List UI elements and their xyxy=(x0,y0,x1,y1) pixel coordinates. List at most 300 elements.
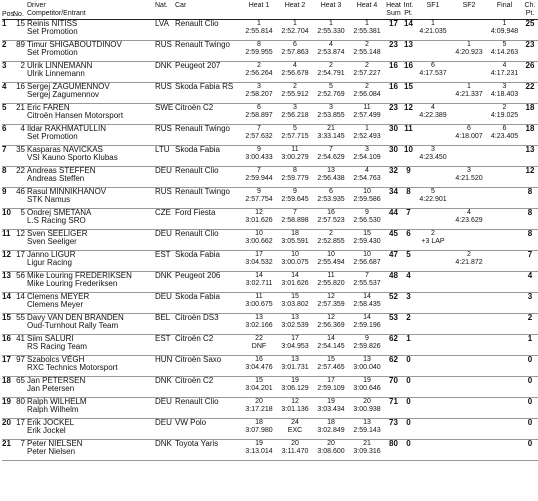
cell-sf1 xyxy=(415,188,451,209)
cell-driver xyxy=(27,209,155,230)
h2-time: 2:59.645 xyxy=(281,196,309,204)
h3-position: 10 xyxy=(327,251,335,258)
cell-ch-pt: 0 xyxy=(522,356,538,377)
h3-position: 7 xyxy=(329,146,333,153)
cell-car: Renault Twingo xyxy=(175,125,241,146)
cell-no: 41 xyxy=(13,335,27,356)
cell-h1 xyxy=(241,440,277,461)
table-row xyxy=(2,293,538,314)
cell-pos: 9 xyxy=(2,188,13,209)
cell-h3 xyxy=(313,314,349,335)
h2-time: 3:11.470 xyxy=(281,448,309,456)
cell-heat-sum: 70 xyxy=(385,377,402,398)
cell-heat-sum: 47 xyxy=(385,251,402,272)
cell-heat-sum: 23 xyxy=(385,104,402,125)
cell-h4 xyxy=(349,20,385,41)
driver-name: Erik JOCKEL xyxy=(27,418,75,427)
cell-pos: 10 xyxy=(2,209,13,230)
header-ch-pt-label: Ch. Pt. xyxy=(524,2,536,18)
cell-h3 xyxy=(313,356,349,377)
table-row xyxy=(2,125,538,146)
cell-h3 xyxy=(313,146,349,167)
table-row xyxy=(2,419,538,440)
cell-car: Citroën C2 xyxy=(175,335,241,356)
sf1-position: 3 xyxy=(431,146,435,153)
cell-h4 xyxy=(349,188,385,209)
final-position: 1 xyxy=(502,20,507,27)
cell-sf1 xyxy=(415,230,451,251)
header-nat: Nat. xyxy=(155,2,175,20)
cell-h4 xyxy=(349,125,385,146)
cell-final xyxy=(487,104,522,125)
cell-no: 16 xyxy=(13,83,27,104)
final-position: 6 xyxy=(502,125,507,132)
cell-sf1 xyxy=(415,335,451,356)
entrant-name: Ulrik Linnemann xyxy=(27,69,85,79)
h4-time: 2:55.148 xyxy=(353,49,381,57)
cell-h4 xyxy=(349,440,385,461)
cell-heat-sum: 52 xyxy=(385,293,402,314)
entrant-name: Set Promotion xyxy=(27,132,78,142)
cell-sf1 xyxy=(415,356,451,377)
final-time: 4:17.231 xyxy=(490,70,519,78)
entrant-name: L.S Racing SRO xyxy=(27,216,86,226)
h4-position: 2 xyxy=(365,83,369,90)
cell-int-pt: 3 xyxy=(402,293,415,314)
sf1-time: 4:22.901 xyxy=(419,196,447,204)
sf2-position: 3 xyxy=(467,167,471,174)
cell-h1 xyxy=(241,167,277,188)
cell-h3 xyxy=(313,62,349,83)
h1-time: 3:02.711 xyxy=(245,280,273,288)
h1-time: 2:57.754 xyxy=(245,196,273,204)
sf2-time: 4:21.337 xyxy=(455,91,483,99)
table-row xyxy=(2,167,538,188)
h3-time: 2:53.874 xyxy=(317,49,345,57)
cell-h4 xyxy=(349,335,385,356)
sf1-position: 1 xyxy=(431,20,435,27)
cell-ch-pt: 18 xyxy=(522,125,538,146)
cell-heat-sum: 34 xyxy=(385,188,402,209)
cell-sf2 xyxy=(451,377,487,398)
final-time: 4:18.403 xyxy=(490,91,519,99)
cell-sf1 xyxy=(415,272,451,293)
cell-h4 xyxy=(349,230,385,251)
h3-time: 2:54.791 xyxy=(317,70,345,78)
cell-final xyxy=(487,272,522,293)
entrant-name: Peter Nielsen xyxy=(27,447,76,457)
cell-driver xyxy=(27,398,155,419)
driver-name: Davy VAN DEN BRANDEN xyxy=(27,313,124,322)
cell-heat-sum: 71 xyxy=(385,398,402,419)
header-heat1: Heat 1 xyxy=(241,2,277,20)
h3-position: 6 xyxy=(329,188,333,195)
header-heat4: Heat 4 xyxy=(349,2,385,20)
h1-time: 3:04.476 xyxy=(245,364,273,372)
cell-h3 xyxy=(313,293,349,314)
cell-h1 xyxy=(241,335,277,356)
sf2-position: 4 xyxy=(467,209,471,216)
cell-h1 xyxy=(241,104,277,125)
cell-nat: DEU xyxy=(155,293,175,314)
cell-sf1 xyxy=(415,314,451,335)
h3-position: 5 xyxy=(329,83,333,90)
cell-no: 4 xyxy=(13,125,27,146)
cell-sf1 xyxy=(415,377,451,398)
h4-time: 2:59.196 xyxy=(353,322,381,330)
cell-pos: 15 xyxy=(2,314,13,335)
cell-driver xyxy=(27,314,155,335)
cell-heat-sum: 73 xyxy=(385,419,402,440)
cell-final xyxy=(487,167,522,188)
cell-sf2 xyxy=(451,146,487,167)
cell-sf2 xyxy=(451,419,487,440)
h2-position: 18 xyxy=(291,230,299,237)
cell-car: Renault Clio xyxy=(175,167,241,188)
cell-driver xyxy=(27,419,155,440)
table-row xyxy=(2,62,538,83)
cell-ch-pt: 1 xyxy=(522,335,538,356)
cell-int-pt: 16 xyxy=(402,62,415,83)
h1-position: 13 xyxy=(255,314,263,321)
h4-position: 20 xyxy=(363,398,371,405)
table-row xyxy=(2,440,538,461)
cell-driver xyxy=(27,440,155,461)
cell-pos: 1 xyxy=(2,20,13,41)
cell-car: Skoda Fabia xyxy=(175,293,241,314)
cell-h2 xyxy=(277,83,313,104)
h1-position: 16 xyxy=(255,356,263,363)
cell-sf2 xyxy=(451,62,487,83)
cell-pos: 12 xyxy=(2,251,13,272)
cell-heat-sum: 44 xyxy=(385,209,402,230)
cell-h2 xyxy=(277,377,313,398)
h1-position: 17 xyxy=(255,251,263,258)
cell-sf1 xyxy=(415,41,451,62)
cell-h3 xyxy=(313,125,349,146)
cell-int-pt: 0 xyxy=(402,440,415,461)
h4-time: 3:00.646 xyxy=(353,385,381,393)
cell-pos: 17 xyxy=(2,356,13,377)
h2-position: 7 xyxy=(293,209,297,216)
cell-nat: RUS xyxy=(155,188,175,209)
driver-name: Eric FAREN xyxy=(27,103,70,112)
cell-h2 xyxy=(277,440,313,461)
cell-sf1 xyxy=(415,167,451,188)
h2-time: 3:05.591 xyxy=(281,238,309,246)
cell-h2 xyxy=(277,272,313,293)
entrant-name: Set Promotion xyxy=(27,27,78,37)
cell-driver xyxy=(27,356,155,377)
driver-name: Mike Louring FREDERIKSEN xyxy=(27,271,132,280)
h2-position: 1 xyxy=(293,20,297,27)
cell-h2 xyxy=(277,251,313,272)
table-row xyxy=(2,272,538,293)
cell-h2 xyxy=(277,230,313,251)
cell-sf1 xyxy=(415,83,451,104)
cell-h2 xyxy=(277,335,313,356)
cell-nat: RUS xyxy=(155,41,175,62)
h4-position: 4 xyxy=(365,167,369,174)
cell-h4 xyxy=(349,62,385,83)
cell-sf2 xyxy=(451,125,487,146)
driver-name: Reinis NITISS xyxy=(27,19,78,28)
cell-nat: CZE xyxy=(155,209,175,230)
cell-h4 xyxy=(349,293,385,314)
h4-position: 13 xyxy=(363,356,371,363)
cell-h2 xyxy=(277,20,313,41)
h2-time: 2:58.898 xyxy=(281,217,309,225)
cell-int-pt: 1 xyxy=(402,335,415,356)
table-row xyxy=(2,209,538,230)
final-time: 4:14.263 xyxy=(490,49,519,57)
driver-name: Szabolcs VÉGH xyxy=(27,355,85,364)
cell-sf1 xyxy=(415,440,451,461)
cell-h1 xyxy=(241,419,277,440)
cell-h4 xyxy=(349,314,385,335)
cell-int-pt: 9 xyxy=(402,167,415,188)
cell-h3 xyxy=(313,398,349,419)
cell-car: Skoda Fabia RS xyxy=(175,83,241,104)
cell-h1 xyxy=(241,377,277,398)
h1-position: 9 xyxy=(257,188,261,195)
h3-position: 11 xyxy=(327,272,335,279)
h3-position: 19 xyxy=(327,398,335,405)
cell-h3 xyxy=(313,188,349,209)
cell-pos: 13 xyxy=(2,272,13,293)
cell-heat-sum: 32 xyxy=(385,167,402,188)
cell-ch-pt: 8 xyxy=(522,188,538,209)
cell-pos: 4 xyxy=(2,83,13,104)
header-final: Final xyxy=(487,2,522,20)
cell-final xyxy=(487,209,522,230)
final-position: 2 xyxy=(502,104,507,111)
cell-ch-pt: 4 xyxy=(522,272,538,293)
cell-pos: 7 xyxy=(2,146,13,167)
cell-no: 80 xyxy=(13,398,27,419)
h1-position: 20 xyxy=(255,398,263,405)
cell-int-pt: 12 xyxy=(402,104,415,125)
cell-h1 xyxy=(241,230,277,251)
h2-position: 5 xyxy=(293,125,297,132)
cell-heat-sum: 48 xyxy=(385,272,402,293)
cell-heat-sum: 62 xyxy=(385,335,402,356)
cell-final xyxy=(487,230,522,251)
cell-h3 xyxy=(313,419,349,440)
h1-position: 10 xyxy=(255,230,263,237)
cell-sf2 xyxy=(451,104,487,125)
h2-time: 3:00.075 xyxy=(281,259,309,267)
header-heat-sum-label: Heat Sum xyxy=(386,2,401,18)
table-row xyxy=(2,251,538,272)
cell-car: Renault Twingo xyxy=(175,188,241,209)
h1-time: 3:01.626 xyxy=(245,217,273,225)
cell-h3 xyxy=(313,41,349,62)
cell-nat: SWE xyxy=(155,104,175,125)
cell-nat: EST xyxy=(155,251,175,272)
cell-heat-sum: 30 xyxy=(385,125,402,146)
h1-position: 8 xyxy=(257,41,261,48)
sf2-position: 1 xyxy=(467,83,471,90)
h3-time: 2:54.629 xyxy=(317,154,345,162)
cell-sf2 xyxy=(451,251,487,272)
cell-sf1 xyxy=(415,20,451,41)
cell-int-pt: 10 xyxy=(402,146,415,167)
header-sf2: SF2 xyxy=(451,2,487,20)
cell-int-pt: 8 xyxy=(402,188,415,209)
cell-h1 xyxy=(241,20,277,41)
cell-h1 xyxy=(241,41,277,62)
h1-time: 3:04.201 xyxy=(245,385,273,393)
cell-sf1 xyxy=(415,146,451,167)
cell-h2 xyxy=(277,62,313,83)
cell-int-pt: 4 xyxy=(402,272,415,293)
final-time: 4:23.405 xyxy=(490,133,519,141)
h4-time: 2:55.381 xyxy=(353,28,381,36)
cell-ch-pt: 3 xyxy=(522,293,538,314)
cell-pos: 8 xyxy=(2,167,13,188)
cell-no: 5 xyxy=(13,209,27,230)
cell-car: Skoda Fabia xyxy=(175,251,241,272)
cell-h4 xyxy=(349,167,385,188)
table-row xyxy=(2,104,538,125)
h1-position: 9 xyxy=(257,146,261,153)
cell-int-pt: 0 xyxy=(402,398,415,419)
sf1-time: 4:22.389 xyxy=(419,112,447,120)
cell-pos: 6 xyxy=(2,125,13,146)
cell-h4 xyxy=(349,83,385,104)
cell-ch-pt: 23 xyxy=(522,41,538,62)
cell-final xyxy=(487,398,522,419)
h3-time: 2:57.523 xyxy=(317,217,345,225)
h4-time: 2:54.109 xyxy=(353,154,381,162)
cell-h4 xyxy=(349,41,385,62)
driver-name: Ralph WILHELM xyxy=(27,397,87,406)
final-position: 5 xyxy=(502,41,507,48)
cell-h3 xyxy=(313,230,349,251)
h2-position: 4 xyxy=(293,62,297,69)
cell-h1 xyxy=(241,209,277,230)
cell-h4 xyxy=(349,377,385,398)
h3-time: 2:55.494 xyxy=(317,259,345,267)
cell-h2 xyxy=(277,356,313,377)
cell-int-pt: 6 xyxy=(402,230,415,251)
cell-sf1 xyxy=(415,293,451,314)
h2-time: 3:04.953 xyxy=(281,343,309,351)
h3-time: 3:33.145 xyxy=(317,133,345,141)
h3-time: 2:57.359 xyxy=(317,301,345,309)
h3-time: 2:52.769 xyxy=(317,91,345,99)
cell-h1 xyxy=(241,251,277,272)
h4-position: 13 xyxy=(363,419,371,426)
table-row xyxy=(2,377,538,398)
cell-ch-pt: 8 xyxy=(522,230,538,251)
cell-pos: 18 xyxy=(2,377,13,398)
final-time: 4:19.025 xyxy=(490,112,519,120)
h1-position: 1 xyxy=(257,20,261,27)
h2-time: 2:57.715 xyxy=(281,133,309,141)
cell-ch-pt: 0 xyxy=(522,440,538,461)
driver-name: Ondrej SMETANA xyxy=(27,208,92,217)
h1-time: 3:00.675 xyxy=(245,301,273,309)
h1-time: 3:04.532 xyxy=(245,259,273,267)
cell-h2 xyxy=(277,146,313,167)
cell-no: 2 xyxy=(13,62,27,83)
h2-position: 24 xyxy=(291,419,299,426)
h2-position: 2 xyxy=(293,83,297,90)
h3-position: 4 xyxy=(329,41,333,48)
header-heat2: Heat 2 xyxy=(277,2,313,20)
h1-position: 12 xyxy=(255,209,263,216)
driver-name: Jan PETERSEN xyxy=(27,376,86,385)
cell-pos: 5 xyxy=(2,104,13,125)
cell-final xyxy=(487,377,522,398)
cell-sf2 xyxy=(451,293,487,314)
table-row xyxy=(2,314,538,335)
h4-position: 1 xyxy=(365,20,369,27)
sf1-time: +3 LAP xyxy=(421,238,445,246)
cell-sf2 xyxy=(451,356,487,377)
cell-driver xyxy=(27,293,155,314)
h2-position: 17 xyxy=(291,335,299,342)
cell-no: 21 xyxy=(13,104,27,125)
h3-position: 12 xyxy=(327,314,335,321)
h1-position: 19 xyxy=(255,440,263,447)
cell-h3 xyxy=(313,209,349,230)
h3-time: 2:59.109 xyxy=(317,385,345,393)
h4-position: 11 xyxy=(363,104,371,111)
cell-no: 46 xyxy=(13,188,27,209)
h3-time: 3:08.600 xyxy=(317,448,345,456)
cell-car: Peugeot 206 xyxy=(175,272,241,293)
h4-position: 2 xyxy=(365,62,369,69)
cell-driver xyxy=(27,335,155,356)
driver-name: Siim SALURI xyxy=(27,334,74,343)
cell-car: Citroën C2 xyxy=(175,104,241,125)
header-driver-label: Driver xyxy=(27,2,46,9)
h4-position: 15 xyxy=(363,230,371,237)
cell-ch-pt: 12 xyxy=(522,167,538,188)
entrant-name: Citroën Hansen Motorsport xyxy=(27,111,124,121)
cell-sf2 xyxy=(451,167,487,188)
cell-heat-sum: 80 xyxy=(385,440,402,461)
driver-name: Sven SEELIGER xyxy=(27,229,88,238)
cell-no: 65 xyxy=(13,377,27,398)
cell-h1 xyxy=(241,272,277,293)
cell-final xyxy=(487,146,522,167)
cell-h1 xyxy=(241,188,277,209)
h2-time: 3:01.626 xyxy=(281,280,309,288)
header-no: No. xyxy=(13,2,27,20)
h3-position: 3 xyxy=(329,104,333,111)
h2-time: 2:56.218 xyxy=(281,112,309,120)
cell-driver xyxy=(27,230,155,251)
h3-time: 2:53.855 xyxy=(317,112,345,120)
h4-position: 14 xyxy=(363,293,371,300)
cell-int-pt: 0 xyxy=(402,377,415,398)
driver-name: Andreas STEFFEN xyxy=(27,166,96,175)
cell-final xyxy=(487,293,522,314)
entrant-name: Ralph Wilhelm xyxy=(27,405,79,415)
header-car: Car xyxy=(175,2,241,20)
cell-car: Citroën DS3 xyxy=(175,314,241,335)
h4-time: 2:59.586 xyxy=(353,196,381,204)
cell-nat: DEU xyxy=(155,398,175,419)
cell-int-pt: 0 xyxy=(402,356,415,377)
h1-position: 6 xyxy=(257,104,261,111)
h2-position: 10 xyxy=(291,251,299,258)
h3-time: 2:55.330 xyxy=(317,28,345,36)
